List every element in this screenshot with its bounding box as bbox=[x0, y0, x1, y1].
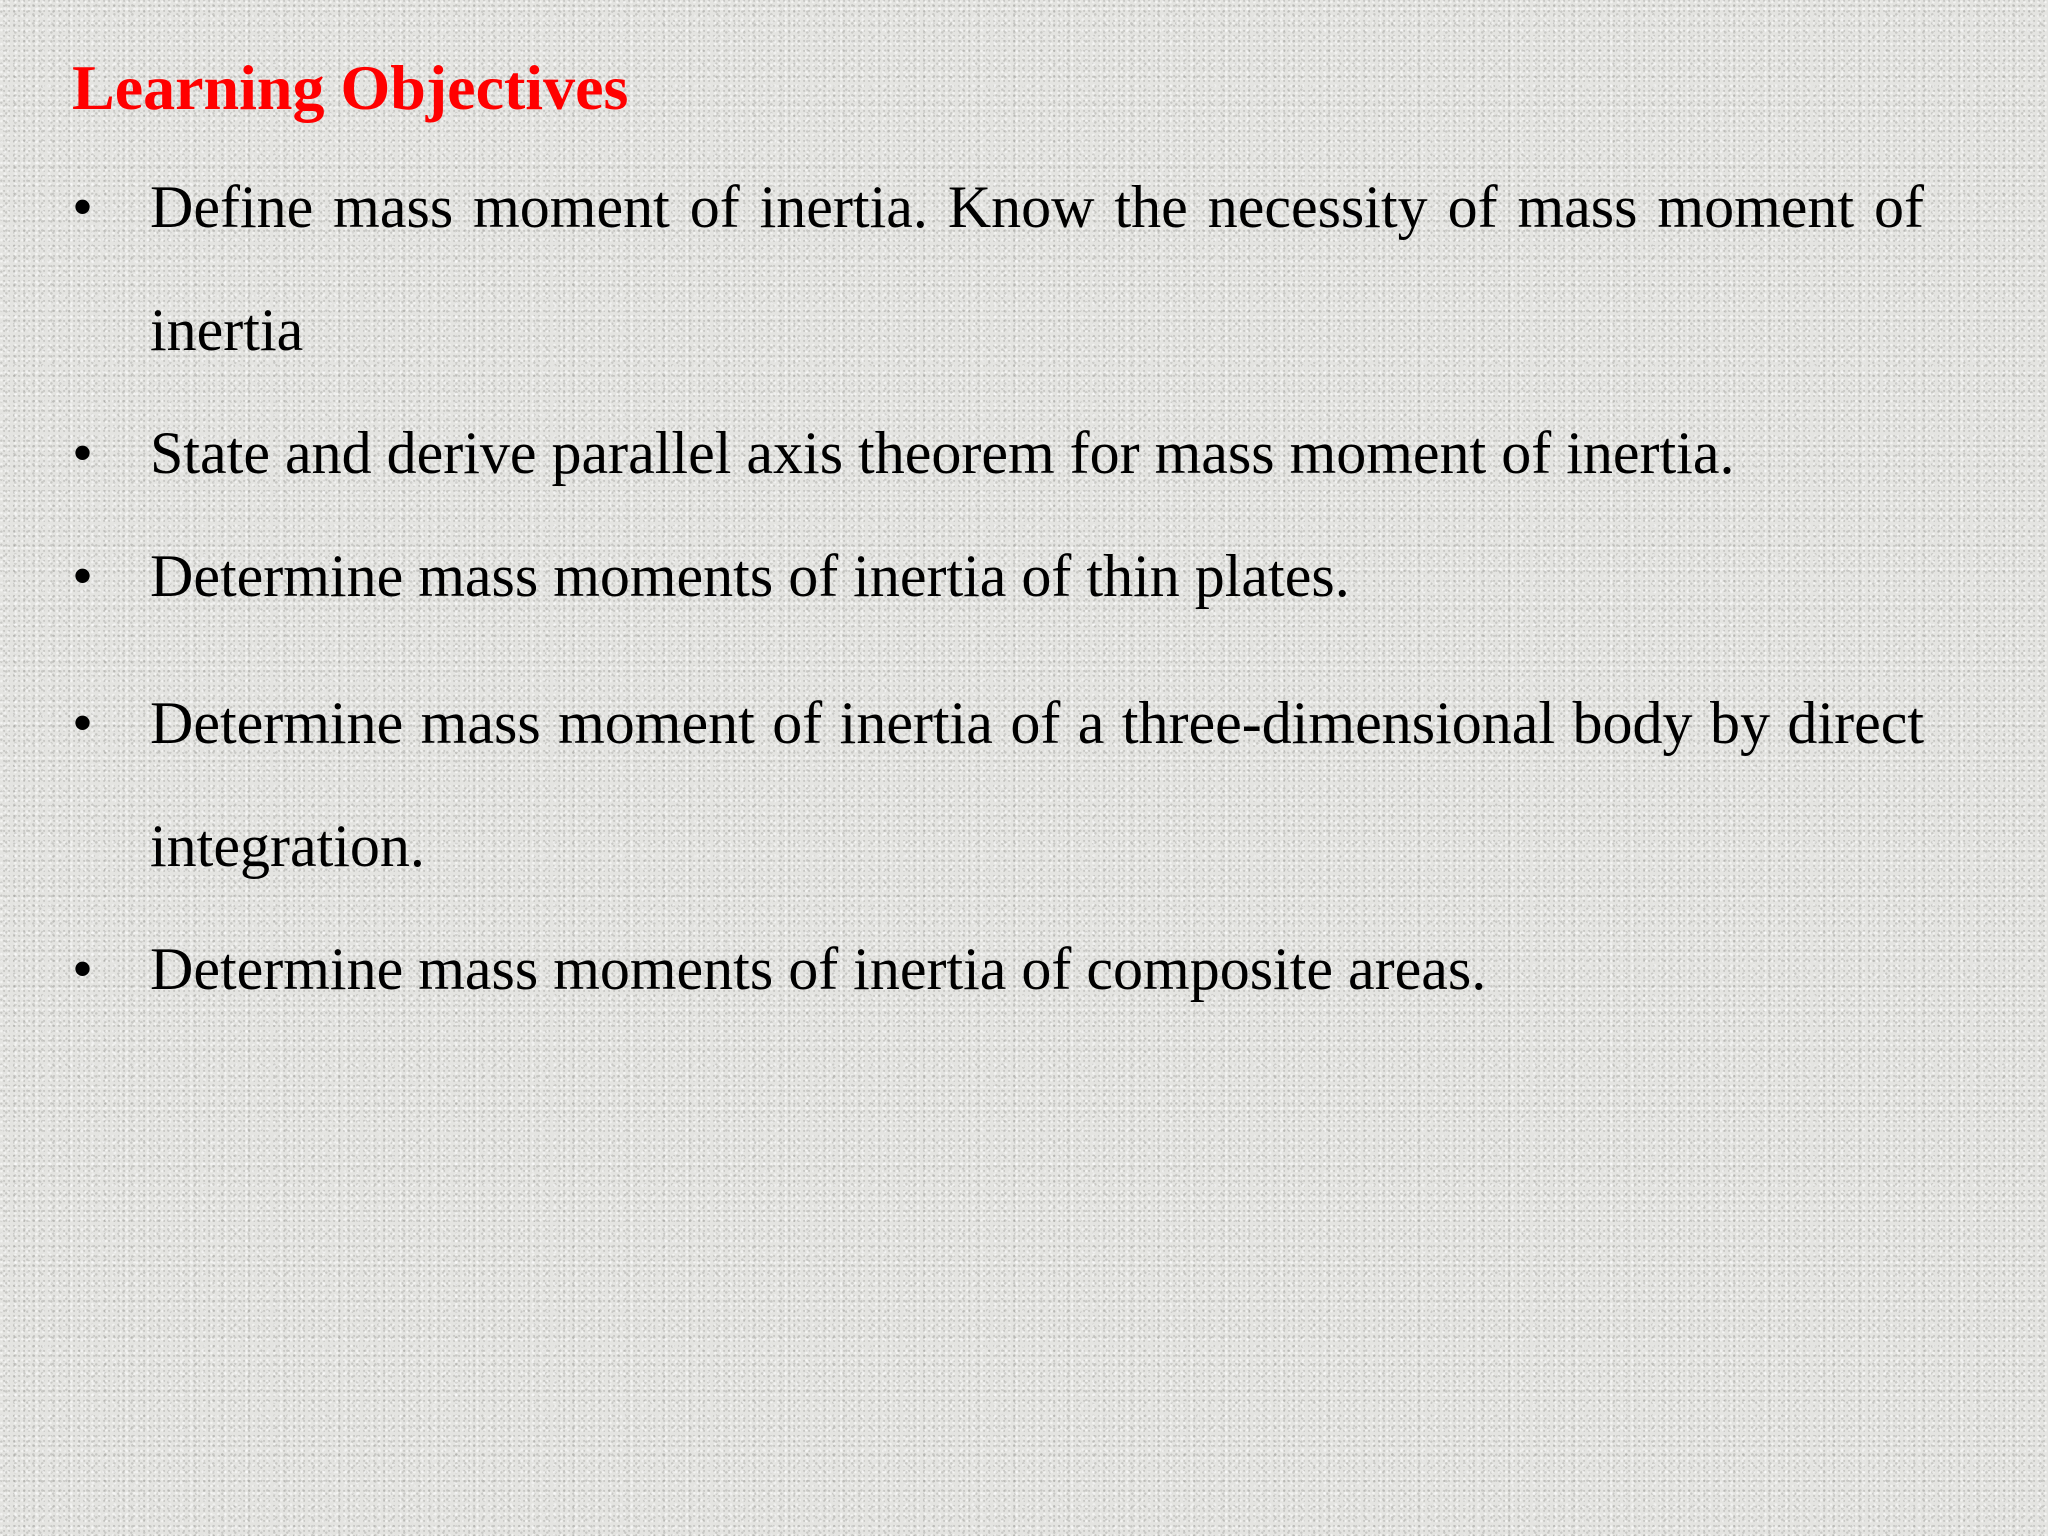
objective-text: Define mass moment of inertia. Know the necessity of mass moment of inertia bbox=[150, 174, 1924, 363]
bullet-icon: • bbox=[72, 690, 94, 756]
objective-text: Determine mass moments of inertia of thin plates. bbox=[150, 543, 1350, 609]
slide-title: Learning Objectives bbox=[72, 52, 629, 123]
bullet-icon: • bbox=[72, 174, 94, 240]
bullet-icon: • bbox=[72, 936, 94, 1002]
objective-text: State and derive parallel axis theorem for mass moment of inertia. bbox=[150, 420, 1735, 486]
objective-item bbox=[72, 146, 1924, 392]
bullet-icon: • bbox=[72, 543, 94, 609]
objective-item bbox=[72, 908, 1924, 1031]
bullet-icon: • bbox=[72, 420, 94, 486]
objective-item bbox=[72, 392, 1924, 515]
objective-item bbox=[72, 515, 1924, 638]
objective-item bbox=[72, 662, 1924, 908]
objective-text: Determine mass moments of inertia of composite areas. bbox=[150, 936, 1487, 1002]
objectives-list bbox=[72, 146, 1924, 1031]
objective-text: Determine mass moment of inertia of a three-dimensional body by direct integration. bbox=[150, 690, 1924, 879]
